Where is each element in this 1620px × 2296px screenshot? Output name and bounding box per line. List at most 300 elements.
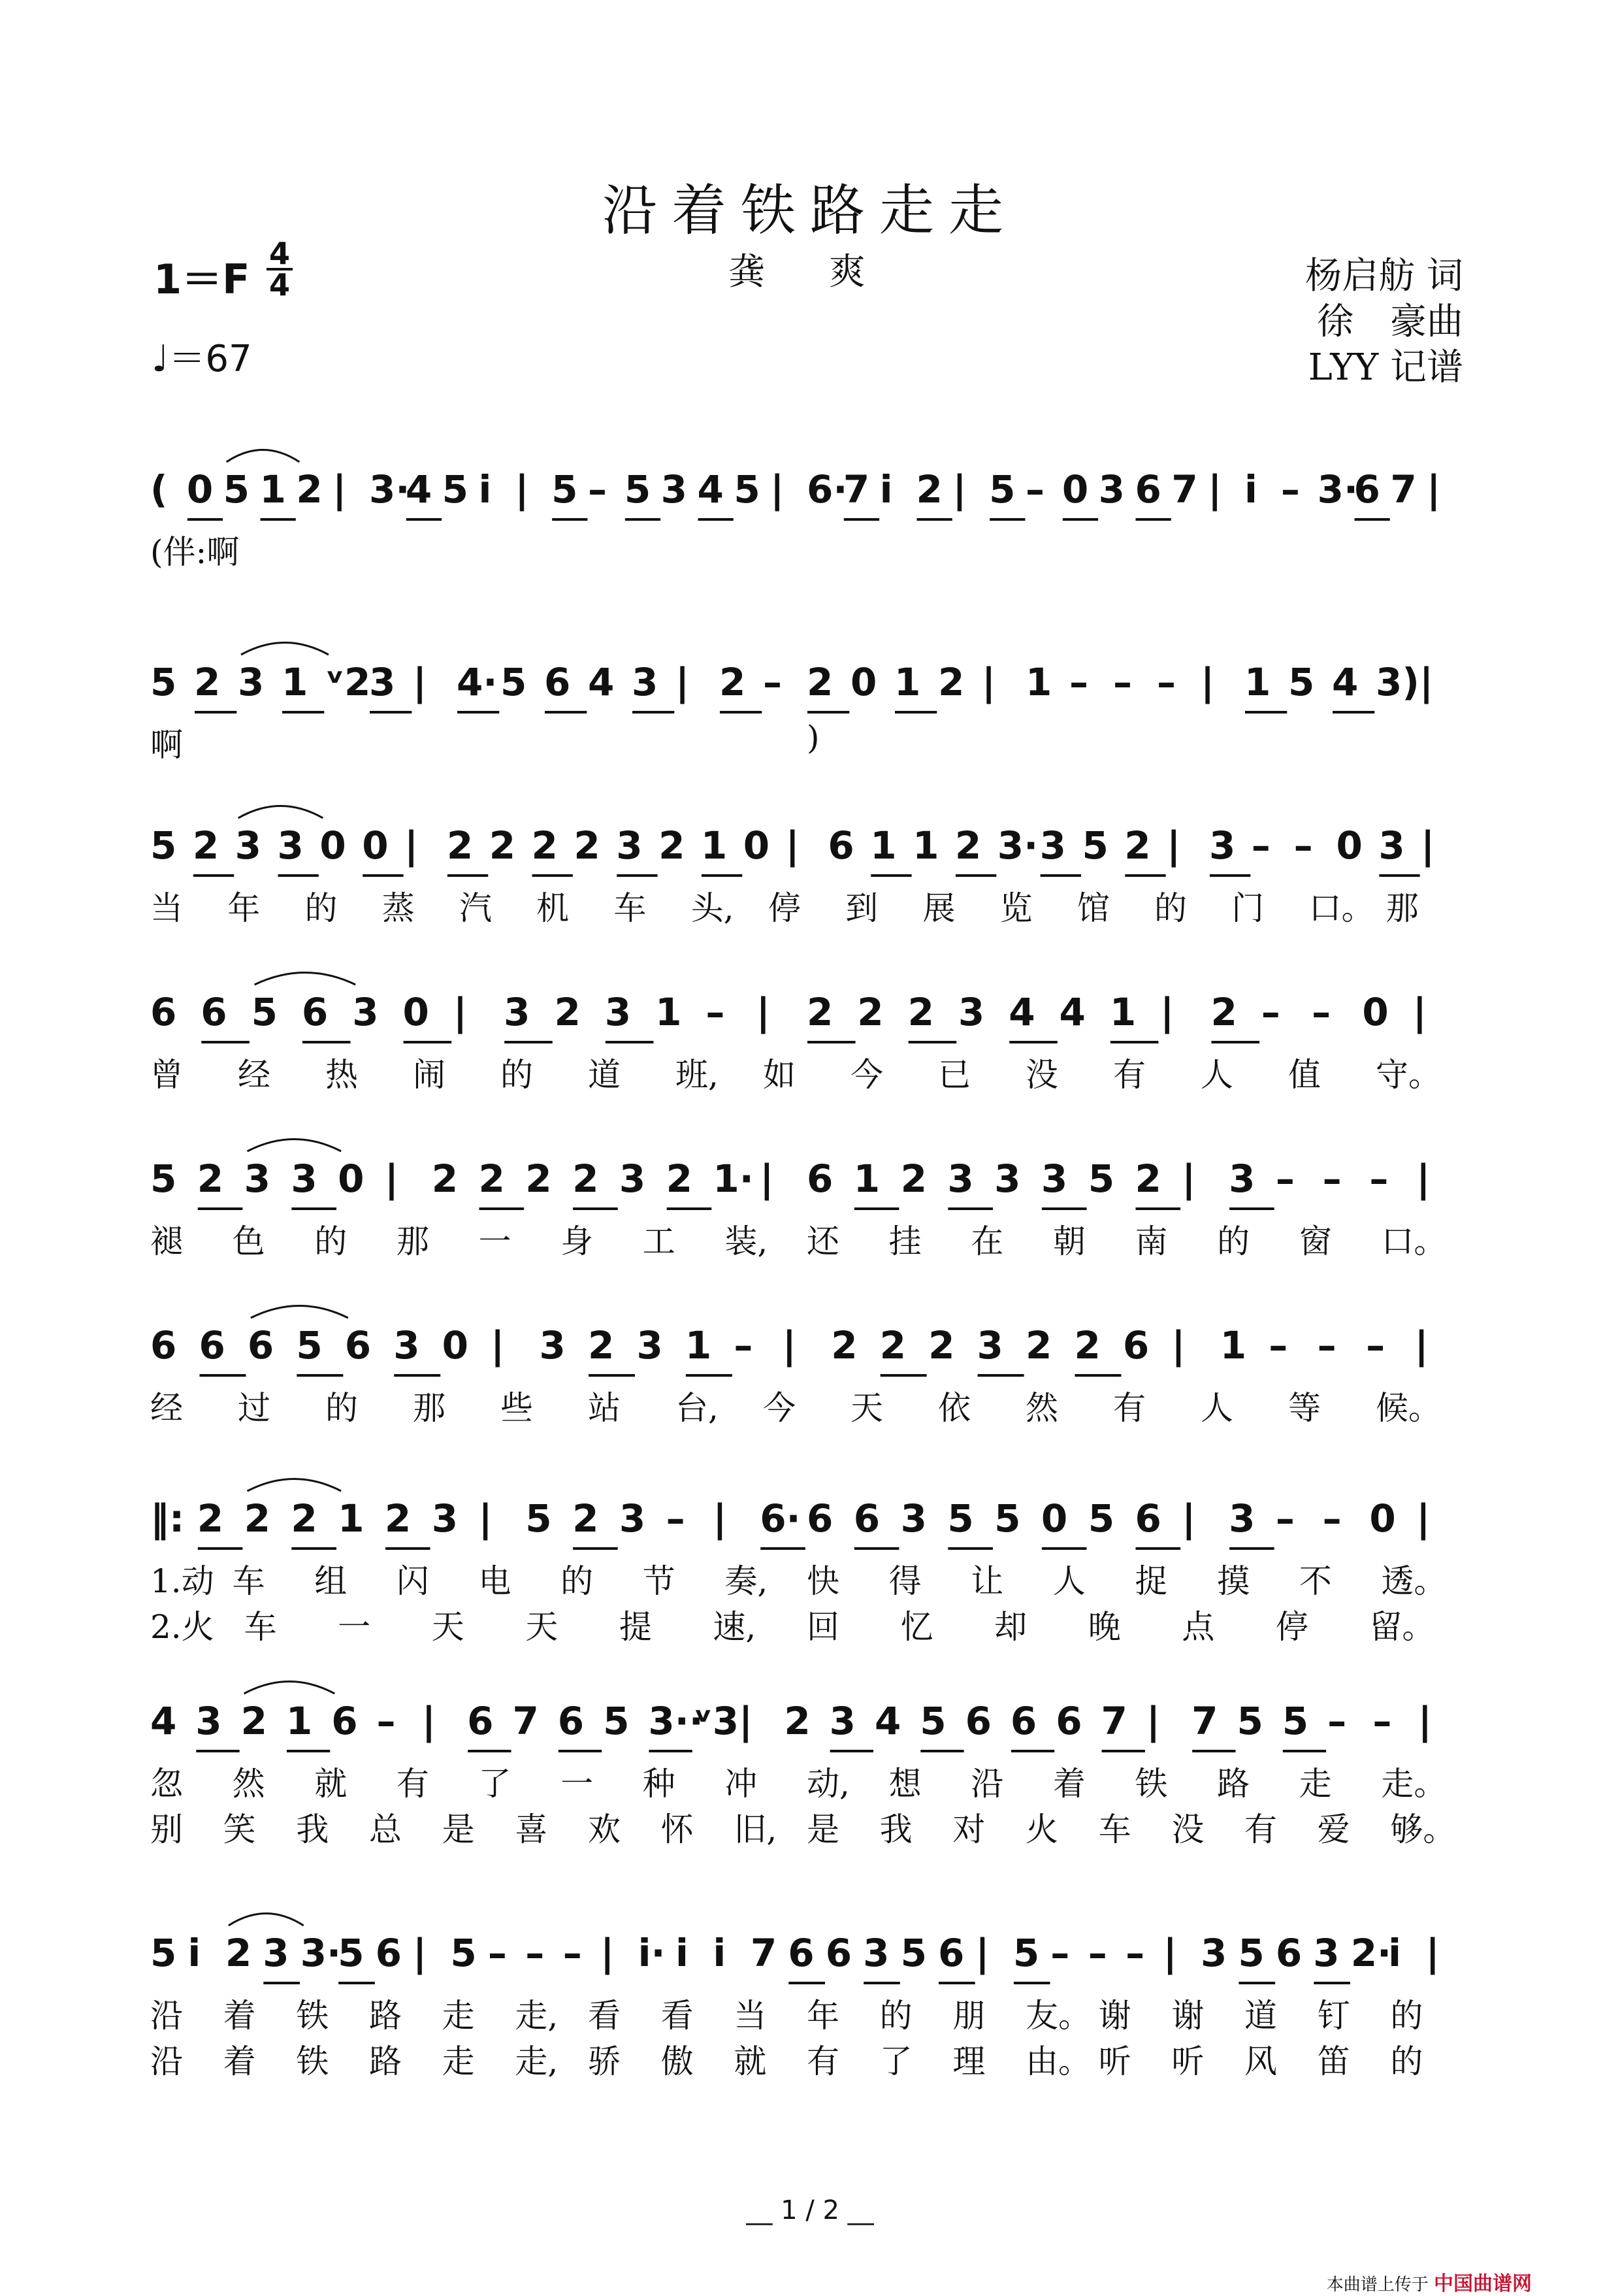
lyric-word: 啊 <box>150 726 183 764</box>
lyric-word: 听 <box>1098 2042 1131 2080</box>
lyric-word: 就 <box>314 1765 348 1803</box>
note: 6 <box>301 990 329 1034</box>
lyric-word: 的 <box>500 1056 533 1094</box>
lyric-word: 年 <box>227 889 261 927</box>
note-row <box>150 990 1470 1049</box>
lyric-word: 听 <box>1171 2042 1205 2080</box>
footer-source <box>1327 2267 1532 2296</box>
note: 3 <box>1313 1931 1340 1975</box>
note: 1 <box>259 467 286 512</box>
note: 5 <box>1288 660 1315 704</box>
note: – <box>1157 660 1176 704</box>
lyric-verse-1 <box>150 719 1470 764</box>
barline: | <box>421 1699 436 1743</box>
note: 1 <box>1220 1323 1247 1368</box>
barline: | <box>413 1931 427 1975</box>
note: 2 <box>1124 823 1151 868</box>
barline: | <box>1182 1156 1196 1201</box>
note-row <box>150 467 1470 526</box>
note: 2 <box>431 1156 459 1201</box>
note: – <box>1275 1496 1295 1541</box>
composer-credit: 徐 豪曲 <box>1317 301 1463 343</box>
note: 6 <box>199 1323 225 1368</box>
note: 2 <box>244 1496 270 1541</box>
note: 6 <box>1010 1699 1037 1743</box>
note: ‖: <box>150 1496 185 1541</box>
note: 2 <box>478 1156 505 1201</box>
lyric-word: 停 <box>768 889 801 927</box>
lyric-word: 身 <box>560 1222 594 1260</box>
lyric-word: 了 <box>478 1765 511 1803</box>
note: 5 <box>525 1496 552 1541</box>
note: – <box>1327 1699 1347 1743</box>
note: 6 <box>853 1496 881 1541</box>
note: 1 <box>870 823 897 868</box>
barline: | <box>515 467 529 512</box>
note: 2 <box>197 1496 224 1541</box>
note: 3 <box>829 1699 856 1743</box>
note: 2 <box>857 990 884 1034</box>
lyric-word: 了 <box>879 2042 913 2080</box>
note: 7 <box>1171 467 1198 512</box>
lyric-word: 够。 <box>1390 1811 1456 1848</box>
barline: | <box>1416 1156 1431 1201</box>
note: 3 <box>1201 1931 1227 1975</box>
barline: | <box>453 990 468 1034</box>
lyric-word: 停 <box>1275 1608 1308 1646</box>
barline: | <box>975 1931 990 1975</box>
note: – <box>1261 990 1280 1034</box>
note: 4 <box>874 1699 901 1743</box>
note: 6 <box>938 1931 965 1975</box>
note-row <box>150 823 1470 882</box>
lyric-word: 朝 <box>1052 1222 1086 1260</box>
lyric-word: 旧, <box>734 1811 777 1848</box>
note: 5 <box>150 1156 177 1201</box>
note: 2 <box>225 1931 252 1975</box>
note: 2 <box>1074 1323 1101 1368</box>
note: 1 <box>1244 660 1271 704</box>
lyric-word: 爱 <box>1317 1811 1350 1848</box>
note: 3 <box>1039 823 1066 868</box>
note: – <box>734 1323 753 1368</box>
lyric-word: 钉 <box>1317 1997 1350 2035</box>
lyric-verse-1 <box>150 1758 1470 1803</box>
barline: | <box>713 1496 727 1541</box>
lyric-verse-1 <box>150 526 1470 572</box>
barline: | <box>600 1931 615 1975</box>
lyric-word: 喜 <box>515 1811 548 1848</box>
lyric-word: 2.火 <box>150 1608 214 1646</box>
note: 5 <box>989 467 1016 512</box>
slur <box>251 1306 348 1319</box>
key-signature: 1＝F <box>154 255 250 303</box>
note: 2 <box>194 660 221 704</box>
lyric-word: 天 <box>850 1389 883 1427</box>
note: 6 <box>247 1323 274 1368</box>
note: ( <box>150 467 168 512</box>
note: – <box>1372 1699 1392 1743</box>
lyric-word: 窗 <box>1299 1222 1332 1260</box>
lyric-word: 火 <box>1026 1811 1058 1848</box>
note: 0 <box>442 1323 469 1368</box>
score-line <box>150 1931 1470 2081</box>
lyric-word: 提 <box>619 1608 652 1646</box>
note: 3 <box>900 1496 927 1541</box>
note: 2 <box>831 1323 858 1368</box>
lyric-word: 车 <box>232 1562 265 1600</box>
lyric-word: 友。 <box>1026 1997 1091 2035</box>
lyric-word: ) <box>807 719 820 757</box>
note: – <box>1269 1323 1288 1368</box>
lyric-word: 的 <box>1390 1997 1423 2035</box>
barline: | <box>1171 1323 1186 1368</box>
note: – <box>1026 467 1045 512</box>
note: 4 <box>1332 660 1359 704</box>
note: 7 <box>1101 1699 1127 1743</box>
note: 7 <box>843 467 870 512</box>
lyric-word: 沿 <box>971 1765 1004 1803</box>
note: 6 <box>1135 1496 1161 1541</box>
page-number: __ 1 / 2 __ <box>746 2195 874 2225</box>
lyric-word: 捉 <box>1135 1562 1168 1600</box>
lyric-verse-2 <box>150 1803 1470 1849</box>
note: – <box>763 660 782 704</box>
note: 2 <box>807 990 834 1034</box>
barline: | <box>332 467 347 512</box>
lyric-verse-1 <box>150 1049 1470 1094</box>
lyric-word: 守。 <box>1376 1056 1441 1094</box>
note: 7 <box>750 1931 777 1975</box>
note: 6 <box>788 1931 815 1975</box>
barline: | <box>1182 1496 1196 1541</box>
barline: | <box>1416 1496 1431 1541</box>
lyric-word: 门 <box>1231 889 1265 927</box>
note: 3 <box>958 990 985 1034</box>
note: 1 <box>285 1699 313 1743</box>
lyric-word: 总 <box>369 1811 402 1848</box>
note: 7 <box>1191 1699 1218 1743</box>
lyric-verse-1 <box>150 1215 1470 1261</box>
note: – <box>705 990 725 1034</box>
note: 3 <box>539 1323 566 1368</box>
lyric-word: 速, <box>713 1608 756 1646</box>
note: 3 <box>619 1156 646 1201</box>
note: – <box>525 1931 545 1975</box>
note: 3 <box>1229 1156 1256 1201</box>
note: 3 <box>977 1323 1003 1368</box>
note: 5 <box>1088 1156 1115 1201</box>
lyric-word: 快 <box>807 1562 839 1600</box>
lyric-word: 等 <box>1288 1389 1321 1427</box>
note: 6 <box>201 990 227 1034</box>
score-line <box>150 660 1470 764</box>
meter-top: 4 <box>268 236 290 271</box>
lyric-word: 褪 <box>150 1222 183 1260</box>
note: 3 <box>994 1156 1021 1201</box>
lyric-word: 人 <box>1052 1562 1086 1600</box>
lyric-word: 些 <box>500 1389 533 1427</box>
note: 3 <box>636 1323 663 1368</box>
note: 3 <box>291 1156 317 1201</box>
note: 6 <box>1135 467 1161 512</box>
note: 1 <box>1109 990 1137 1034</box>
note: 3 <box>352 990 379 1034</box>
note: 2 <box>489 823 516 868</box>
note: 5 <box>150 1931 177 1975</box>
note: 0 <box>1362 990 1389 1034</box>
note: 1 <box>685 1323 712 1368</box>
note: 3) <box>1376 660 1419 704</box>
barline: | <box>1208 467 1222 512</box>
lyric-word: (伴:啊 <box>150 533 240 571</box>
lyric-word: 点 <box>1182 1608 1215 1646</box>
note: – <box>1280 467 1300 512</box>
lyric-word: 依 <box>938 1389 971 1427</box>
lyric-word: 站 <box>588 1389 621 1427</box>
note: i <box>879 467 893 512</box>
note: – <box>1069 660 1088 704</box>
note: 3 <box>431 1496 459 1541</box>
note: 0 <box>1041 1496 1068 1541</box>
meter-bottom: 4 <box>268 267 290 303</box>
lyric-verse-1 <box>150 1382 1470 1428</box>
note: 6 <box>965 1699 992 1743</box>
note: 3 <box>1208 823 1236 868</box>
barline: | <box>982 660 996 704</box>
note: 3 <box>947 1156 974 1201</box>
note: 2 <box>384 1496 412 1541</box>
lyric-word: 还 <box>807 1222 839 1260</box>
note: 6 <box>150 990 177 1034</box>
barline: | <box>739 1699 753 1743</box>
lyric-word: 人 <box>1201 1389 1233 1427</box>
note: 0 <box>319 823 346 868</box>
note: 5 <box>500 660 527 704</box>
note: 2 <box>928 1323 955 1368</box>
slur <box>248 1479 342 1492</box>
score-line <box>150 1323 1470 1428</box>
lyric-word: 沿 <box>150 1997 183 2035</box>
lyric-word: 路 <box>369 2042 402 2080</box>
score-line <box>150 1699 1470 1849</box>
lyric-word: 节 <box>642 1562 675 1600</box>
lyric-word: 到 <box>845 889 879 927</box>
site-logo-text: 中国曲谱网 <box>1434 2272 1532 2295</box>
lyric-word: 热 <box>325 1056 358 1094</box>
barline: | <box>1427 467 1441 512</box>
lyric-word: 种 <box>642 1765 675 1803</box>
note: 3 <box>863 1931 890 1975</box>
lyric-word: 人 <box>1201 1056 1233 1094</box>
slur <box>241 643 329 655</box>
lyric-word: 车 <box>1098 1811 1131 1848</box>
lyric-word: 那 <box>396 1222 429 1260</box>
note: 6 <box>557 1699 585 1743</box>
note: 3 <box>632 660 658 704</box>
lyric-word: 闹 <box>413 1056 446 1094</box>
note: 5 <box>1012 1931 1040 1975</box>
lyric-word: 着 <box>223 2042 256 2080</box>
note: – <box>487 1931 507 1975</box>
note: 5 <box>1237 1699 1263 1743</box>
lyric-word: 值 <box>1288 1056 1321 1094</box>
note: ᵛ2 <box>325 660 371 704</box>
note: 2 <box>719 660 746 704</box>
note: 6 <box>331 1699 358 1743</box>
lyric-word: 的 <box>879 1997 913 2035</box>
lyric-word: 车 <box>244 1608 277 1646</box>
lyric-word: 闪 <box>396 1562 429 1600</box>
lyric-word: 蒸 <box>381 889 415 927</box>
lyric-word: 经 <box>150 1389 183 1427</box>
note: 2 <box>916 467 943 512</box>
note: 2 <box>446 823 474 868</box>
note: – <box>1088 1931 1107 1975</box>
lyric-word: 怀 <box>660 1811 694 1848</box>
note: i <box>675 1931 688 1975</box>
note: 5 <box>1082 823 1109 868</box>
lyric-word: 口。 <box>1381 1222 1447 1260</box>
note: 7 <box>512 1699 539 1743</box>
lyric-word: 候。 <box>1376 1389 1441 1427</box>
lyricist-credit: 杨启舫 词 <box>1305 255 1463 297</box>
note: – <box>1366 1323 1385 1368</box>
lyric-word: 然 <box>1026 1389 1058 1427</box>
lyric-word: 路 <box>369 1997 402 2035</box>
note: 6· <box>760 1496 801 1541</box>
note: 4· <box>457 660 498 704</box>
barline: | <box>1414 1323 1429 1368</box>
note: 2 <box>192 823 219 868</box>
lyric-word: 有 <box>1244 1811 1277 1848</box>
note: 0 <box>402 990 429 1034</box>
note: 2 <box>291 1496 317 1541</box>
note: 2· <box>1350 1931 1392 1975</box>
note: 6· <box>807 467 848 512</box>
note: 2 <box>907 990 934 1034</box>
note: 2 <box>572 1496 599 1541</box>
lyric-word: 谢 <box>1171 1997 1205 2035</box>
lyric-verse-2 <box>150 1601 1470 1647</box>
note: 4 <box>1059 990 1086 1034</box>
note: 2 <box>938 660 965 704</box>
lyric-word: 天 <box>431 1608 464 1646</box>
lyric-word: 组 <box>314 1562 348 1600</box>
lyric-word: 是 <box>807 1811 839 1848</box>
lyric-word: 有 <box>807 2042 839 2080</box>
lyric-word: 对 <box>952 1811 986 1848</box>
barline: | <box>760 1156 774 1201</box>
note: 2 <box>525 1156 552 1201</box>
note: 3 <box>263 1931 289 1975</box>
note: 1 <box>338 1496 364 1541</box>
lyric-verse-1 <box>150 1555 1470 1601</box>
note: i <box>713 1931 726 1975</box>
note: – <box>1317 1323 1336 1368</box>
lyric-word: 骄 <box>588 2042 621 2080</box>
lyric-word: 得 <box>888 1562 922 1600</box>
note: 6 <box>825 1931 852 1975</box>
note: 3 <box>604 990 632 1034</box>
score-line <box>150 467 1470 572</box>
note: 2 <box>666 1156 692 1201</box>
note: 3 <box>235 823 262 868</box>
transcriber-credit: LYY 记谱 <box>1308 346 1463 389</box>
note: 2 <box>574 823 600 868</box>
note: – <box>1322 1156 1342 1201</box>
note: 2 <box>531 823 558 868</box>
note: 4 <box>697 467 724 512</box>
note: 2 <box>658 823 685 868</box>
note: 3 <box>504 990 530 1034</box>
lyric-word: 机 <box>536 889 570 927</box>
tempo-marking: ♩＝67 <box>152 338 252 380</box>
lyric-word: 道 <box>1244 1997 1277 2035</box>
lyric-word: 口。 <box>1308 889 1374 927</box>
note: 5 <box>150 660 177 704</box>
score-line <box>150 1156 1470 1261</box>
lyric-word: 装, <box>724 1222 768 1260</box>
note: 6 <box>1122 1323 1150 1368</box>
note: – <box>666 1496 685 1541</box>
lyric-word: 的 <box>1217 1222 1250 1260</box>
lyric-word: 忆 <box>900 1608 933 1646</box>
note: 0 <box>186 467 214 512</box>
note-row <box>150 1323 1470 1382</box>
note: 1 <box>282 660 308 704</box>
note: – <box>1126 1931 1145 1975</box>
note: 4 <box>588 660 615 704</box>
note: 7 <box>1390 467 1417 512</box>
lyric-word: 曾 <box>150 1056 183 1094</box>
barline: | <box>491 1323 505 1368</box>
lyric-word: 走, <box>515 1997 559 2035</box>
note: 3·· <box>648 1699 704 1743</box>
lyric-word: 在 <box>971 1222 1004 1260</box>
lyric-word: 谢 <box>1098 1997 1131 2035</box>
barline: | <box>1419 660 1434 704</box>
note: 1 <box>913 823 939 868</box>
lyric-word: 班, <box>675 1056 719 1094</box>
lyric-word: 走。 <box>1381 1765 1447 1803</box>
note: 2 <box>900 1156 927 1201</box>
note: 5 <box>734 467 760 512</box>
lyric-word: 忽 <box>150 1765 183 1803</box>
note: 5 <box>551 467 578 512</box>
barline: | <box>770 467 785 512</box>
lyric-word: 南 <box>1135 1222 1168 1260</box>
lyric-word: 车 <box>613 889 647 927</box>
lyric-word: 奏, <box>724 1562 768 1600</box>
note: – <box>1251 823 1271 868</box>
note: i <box>478 467 492 512</box>
lyric-word: 如 <box>763 1056 796 1094</box>
lyric-word: 理 <box>952 2042 986 2080</box>
lyric-word: 的 <box>1154 889 1188 927</box>
note: 2 <box>784 1699 811 1743</box>
lyric-word: 笛 <box>1317 2042 1350 2080</box>
lyric-word: 晚 <box>1088 1608 1121 1646</box>
lyric-word: 一 <box>338 1608 371 1646</box>
note: i· <box>638 1931 666 1975</box>
note: 3 <box>1041 1156 1068 1201</box>
lyric-word: 铁 <box>1135 1765 1168 1803</box>
lyric-word: 走 <box>1299 1765 1332 1803</box>
note: 5 <box>1088 1496 1115 1541</box>
lyric-word: 回 <box>807 1608 839 1646</box>
note: 5 <box>947 1496 974 1541</box>
